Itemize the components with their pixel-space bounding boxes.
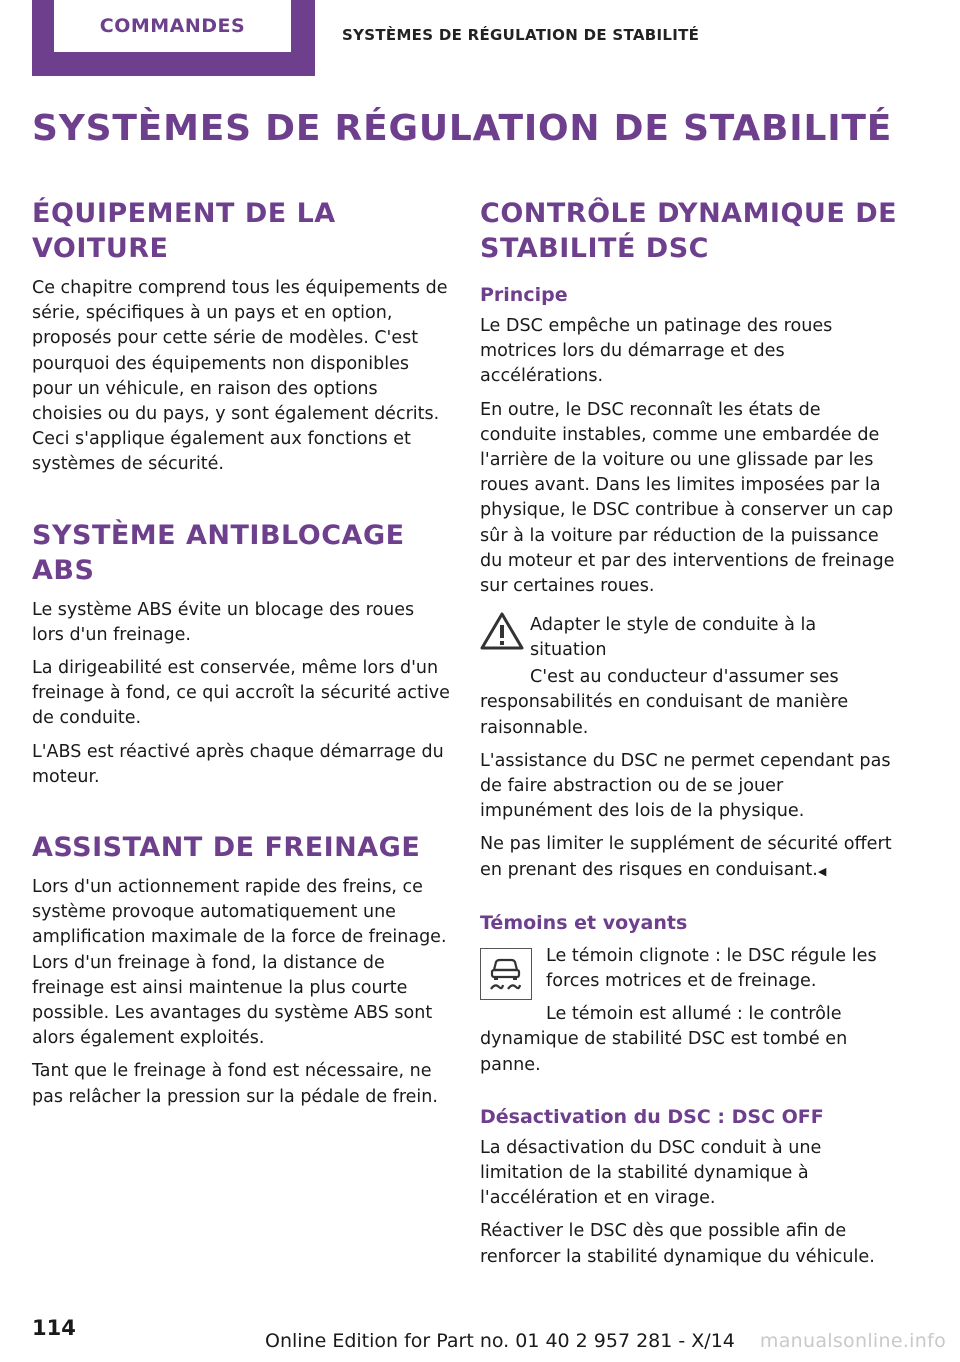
paragraph-brake-assist-2: Tant que le freinage à fond est nécessaire, ne pas relâcher la pression sur la pédale de frein. xyxy=(32,1061,438,1107)
chapter-title: SYSTÈMES DE RÉGULATION DE STABILITÉ xyxy=(342,26,700,44)
heading-lamps: Témoins et voyants xyxy=(480,911,688,934)
paragraph-deactivation-2: Réactiver le DSC dès que possible afin de renforcer la stabilité dynamique du véhicule. xyxy=(480,1221,875,1267)
heading-brake-assist: ASSISTANT DE FREINAGE xyxy=(32,832,421,864)
paragraph-abs-2: La dirigeabilité est conservée, même lors d'un freinage à fond, ce qui accroît la sécurité active de conduite. xyxy=(32,658,450,729)
page-title: SYSTÈMES DE RÉGULATION DE STABILITÉ xyxy=(32,108,893,149)
paragraph-equipment: Ce chapitre comprend tous les équipements de série, spécifiques à un pays et en option, proposés pour cette série de modèles. C'est pourquoi des équipements non disponibles pour un véhicule, en raison des options choisies ou du pays, y sont également décrits. Ceci s'applique également aux fonctions et systèmes de sécurité. xyxy=(32,278,448,475)
heading-equipment: ÉQUIPEMENT DE LA VOITURE xyxy=(32,198,336,264)
paragraph-dsc-1: Le DSC empêche un patinage des roues motrices lors du démarrage et des accélérations. xyxy=(480,316,833,387)
end-mark-icon: ◀ xyxy=(817,864,827,878)
paragraph-warning-1: C'est au conducteur d'assumer ses responsabilités en conduisant de manière raisonnable. xyxy=(480,667,849,738)
heading-dsc: CONTRÔLE DYNAMIQUE DE STABILITÉ DSC xyxy=(480,198,898,264)
warning-triangle-icon xyxy=(480,611,524,651)
paragraph-dsc-2: En outre, le DSC reconnaît les états de conduite instables, comme une embardée de l'arrière de la voiture ou une glissade par les roues avant. Dans les limites imposées par la physique, le DSC contribue à conserver un cap sûr à la voiture par réduction de la puissance du moteur et par des interventions de freinage sur certaines roues. xyxy=(480,399,895,597)
heading-abs: SYSTÈME ANTIBLOCAGE ABS xyxy=(32,519,405,586)
heading-deactivation: Désactivation du DSC : DSC OFF xyxy=(480,1105,824,1128)
paragraph-brake-assist-1: Lors d'un actionnement rapide des freins, ce système provoque automatiquement une amplification maximale de la force de freinage. Lors d'un freinage à fond, la distance de freinage est ainsi maintenue la plus courte possible. Les avantages du système ABS sont alors également exploités. xyxy=(32,877,447,1049)
edition-footer: Online Edition for Part no. 01 40 2 957 281 - X/14 xyxy=(265,1330,735,1352)
paragraph-warning-2: L'assistance du DSC ne permet cependant pas de faire abstraction ou de se jouer impunément des lois de la physique. xyxy=(480,750,891,822)
warning-title: Adapter le style de conduite à la situation xyxy=(530,615,817,661)
paragraph-abs-1: Le système ABS évite un blocage des roues lors d'un freinage. xyxy=(32,599,415,645)
left-column xyxy=(32,196,450,1118)
warning-block xyxy=(480,611,898,663)
paragraph-abs-3: L'ABS est réactivé après chaque démarrage du moteur. xyxy=(32,741,444,787)
paragraph-warning-3: Ne pas limiter le supplément de sécurité offert en prenant des risques en conduisant.◀ xyxy=(480,834,892,880)
section-tab-label: COMMANDES xyxy=(54,0,291,52)
paragraph-lamps-1: Le témoin clignote : le DSC régule les forces motrices et de freinage. xyxy=(546,945,877,992)
section-tab xyxy=(32,0,315,76)
paragraph-deactivation-1: La désactivation du DSC conduit à une limitation de la stabilité dynamique à l'accélération et en virage. xyxy=(480,1137,822,1209)
lamp-row xyxy=(480,944,898,1002)
watermark: manualsonline.info xyxy=(759,1330,946,1352)
dsc-skid-car-icon xyxy=(480,948,532,1000)
page-number: 114 xyxy=(32,1316,76,1340)
paragraph-lamps-2: Le témoin est allumé : le contrôle dynamique de stabilité DSC est tombé en panne. xyxy=(480,1004,848,1075)
right-column xyxy=(480,196,898,1278)
heading-principle: Principe xyxy=(480,284,568,306)
